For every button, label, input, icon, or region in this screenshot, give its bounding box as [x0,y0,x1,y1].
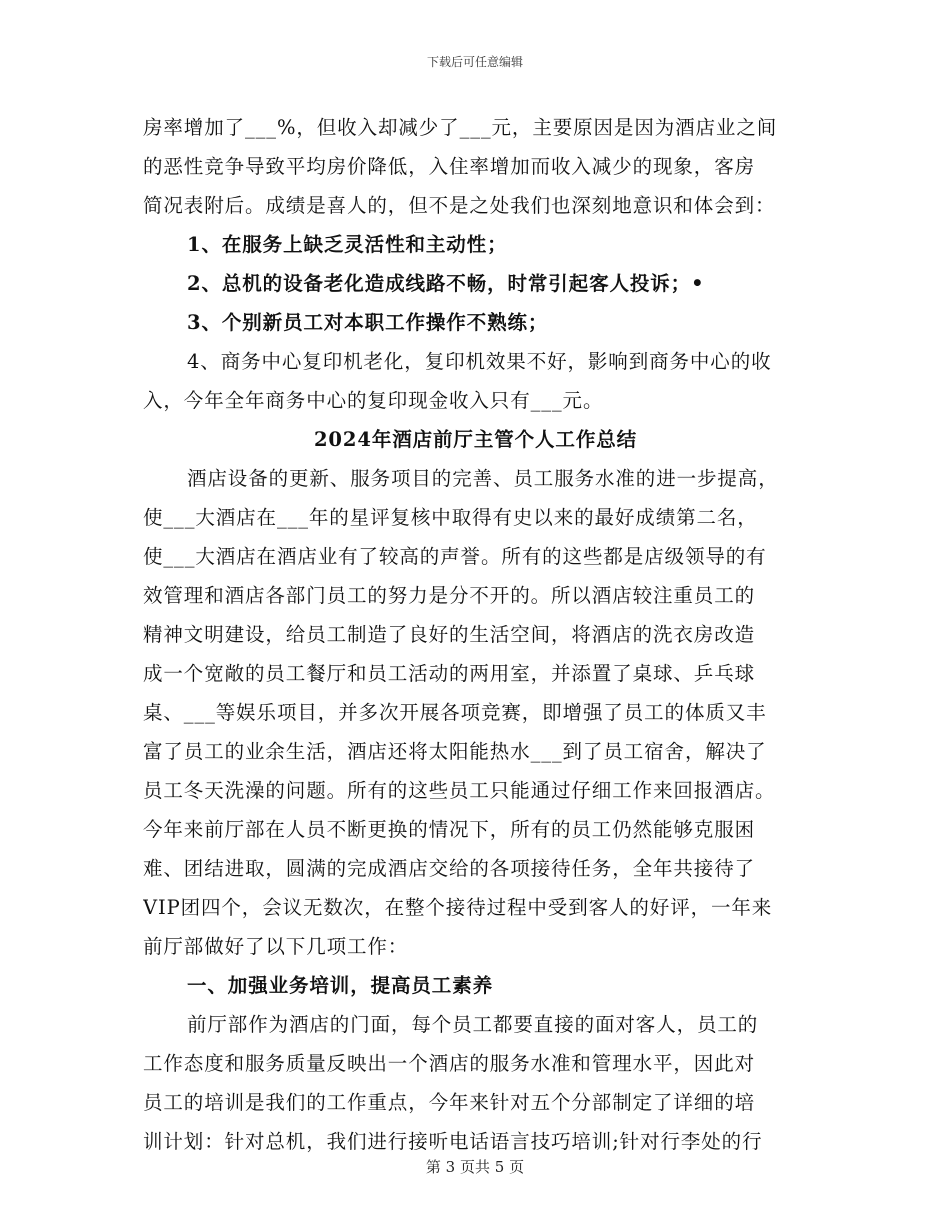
text-line: 入，今年全年商务中心的复印现金收入只有___元。 [143,389,604,412]
text-line: 使___大酒店在___年的星评复核中取得有史以来的最好成绩第二名， [143,506,758,529]
page-number-footer: 第 3 页共 5 页 [425,1158,525,1176]
text-line: 员工的培训是我们的工作重点，今年来针对五个分部制定了详细的培 [143,1091,756,1114]
text-line: 效管理和酒店各部门员工的努力是分不开的。所以酒店较注重员工的 [143,584,756,607]
list-item-1: 1、在服务上缺乏灵活性和主动性； [187,233,508,256]
paragraph-start: 酒店设备的更新、服务项目的完善、员工服务水准的进一步提高， [187,467,779,490]
text-line: 富了员工的业余生活，酒店还将太阳能热水___到了员工宿舍，解决了 [143,740,767,763]
page-header-note: 下载后可任意编辑 [426,55,523,69]
text-line: 简况表附后。成绩是喜人的，但不是之处我们也深刻地意识和体会到： [143,194,776,217]
text-line: VIP团四个，会议无数次，在整个接待过程中受到客人的好评，一年来 [143,896,773,919]
document-body [143,108,808,1161]
text-line: 房率增加了___%，但收入却减少了___元，主要原因是因为酒店业之间 [143,116,778,139]
text-line: 使___大酒店在酒店业有了较高的声誉。所有的这些都是店级领导的有 [143,545,767,568]
text-line: 难、团结进取，圆满的完成酒店交给的各项接待任务，全年共接待了 [143,857,756,880]
text-line: 桌、___等娱乐项目，并多次开展各项竞赛，即增强了员工的体质又丰 [143,701,767,724]
paragraph-start: 前厅部作为酒店的门面，每个员工都要直接的面对客人，员工的 [187,1013,759,1036]
list-item-3: 3、个别新员工对本职工作操作不熟练； [187,311,549,334]
text-line: 训计划：针对总机，我们进行接听电话语言技巧培训;针对行李处的行 [143,1130,763,1153]
text-line: 精神文明建设，给员工制造了良好的生活空间，将酒店的洗衣房改造 [143,623,756,646]
text-line: 成一个宽敞的员工餐厅和员工活动的两用室，并添置了桌球、乒乓球 [143,662,756,685]
list-item-2: 2、总机的设备老化造成线路不畅，时常引起客人投诉；• [187,272,705,295]
text-line: 工作态度和服务质量反映出一个酒店的服务水准和管理水平，因此对 [143,1052,756,1075]
text-line: 前厅部做好了以下几项工作： [143,935,409,958]
subsection-heading: 一、加强业务培训，提高员工素养 [187,974,494,997]
text-line: 员工冬天洗澡的问题。所有的这些员工只能通过仔细工作来回报酒店。 [143,779,776,802]
list-item-4: 4、商务中心复印机老化，复印机效果不好，影响到商务中心的收 [187,350,772,373]
section-title: 2024年酒店前厅主管个人工作总结 [313,428,638,451]
text-line: 的恶性竞争导致平均房价降低，入住率增加而收入减少的现象，客房 [143,155,756,178]
text-line: 今年来前厅部在人员不断更换的情况下，所有的员工仍然能够克服困 [143,818,756,841]
